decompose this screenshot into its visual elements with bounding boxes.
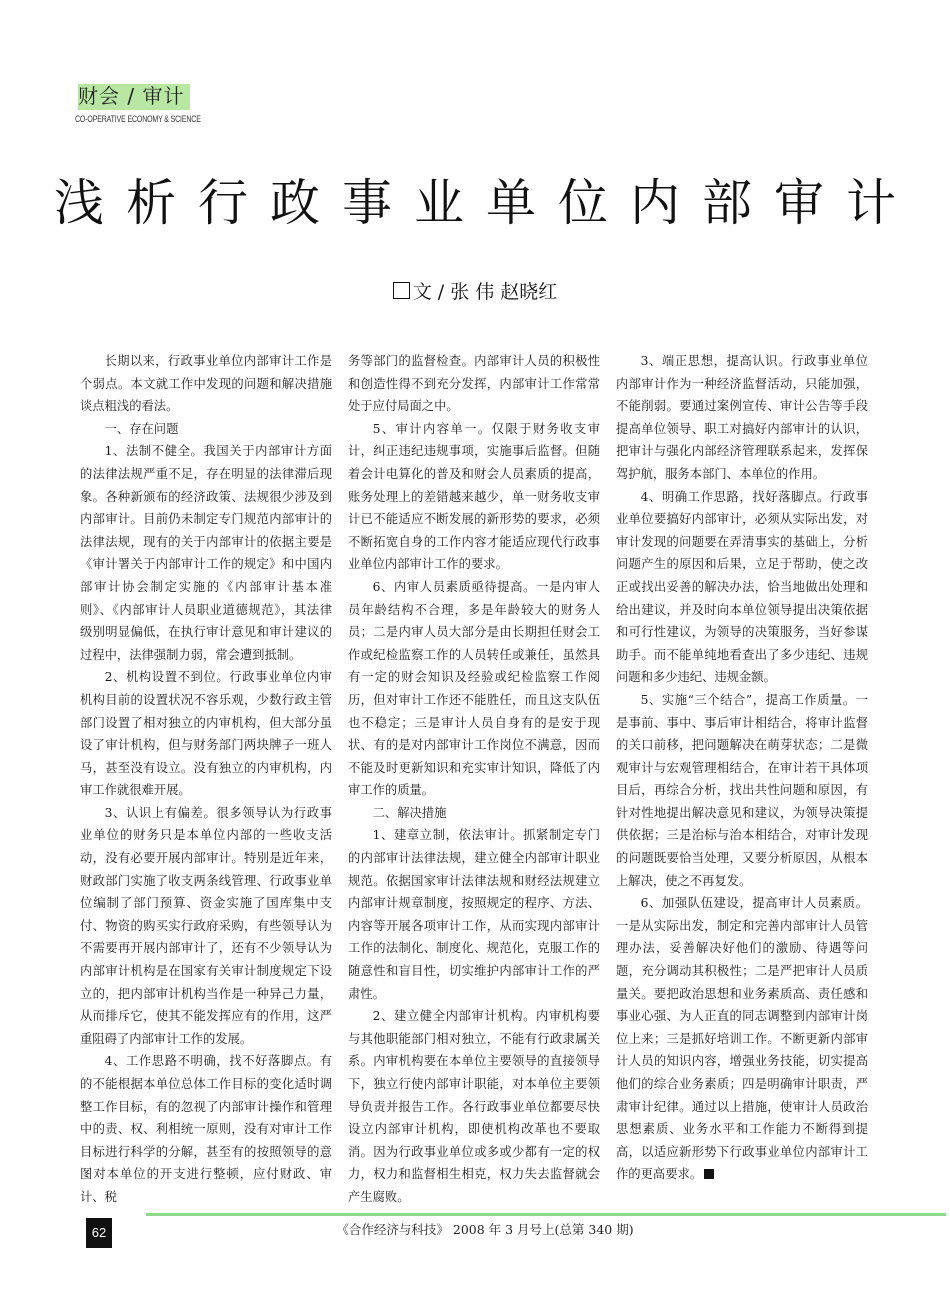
paragraph-text: 6、加强队伍建设，提高审计人员素质。一是从实际出发，制定和完善内部审计人员管理办法，妥善解决好他们的激励、待遇等问题，充分调动其积极性；二是严把审计人员质量关。要把政治思想和业务素质高、责任感和事业心强、为人正直的同志调整到内部审计岗位上来；三是抓好培训工作。不断更新内部审计人员的知识内容，增强业务技能，切实提高他们的综合业务素质；四是明确审计职责，严肃审计纪律。通过以上措施，使审计人员政治思想素质、业务水平和工作能力不断得到提高，以适应新形势下行政事业单位内部审计工作的更高要求。 [616,896,868,1182]
journal-citation: 《合作经济与科技》 2008 年 3 月号上(总第 340 期) [336,1222,634,1237]
paragraph: 1、建章立制，依法审计。抓紧制定专门的内部审计法律法规，建立健全内部审计职业规范。依据国家审计法律法规和财经法规建立内部审计规章制度，按照规定的程序、方法、内容等开展各项审计工作，从而实现内部审计工作的法制化、制度化、规范化，克服工作的随意性和盲目性，切实维护内部审计工作的严肃性。 [348,828,600,1001]
column-2 [348,350,600,1209]
column-3 [616,350,868,1209]
column-1 [80,350,332,1209]
article-body [80,350,868,1209]
paragraph: 3、认识上有偏差。很多领导认为行政事业单位的财务只是本单位内部的一些收支活动，没有必要开展内部审计。特别是近年来，财政部门实施了收支两条线管理、行政事业单位编制了部门预算、资金实施了国库集中支付、物资的购买实行政府采购，有些领导认为不需要再开展内部审计了，还有不少领导认为内部审计机构是在国家有关审计制度规定下设立的，把内部审计机构当作是一种异己力量，从而排斥它，使其不能发挥应有的作用，这严重阻碍了内部审计工作的发展。 [80,805,332,1046]
paragraph: 2、建立健全内部审计机构。内审机构要与其他职能部门相对独立，不能有行政隶属关系。内审机构要在本单位主要领导的直接领导下，独立行使内部审计职能，对本单位主要领导负责并报告工作。各行政事业单位都要尽快设立内部审计机构，即使机构改革也不要取消。因为行政事业单位或多或少都有一定的权力，权力和监督相生相克，权力失去监督就会产生腐败。 [348,1009,600,1204]
paragraph: 2、机构设置不到位。行政事业单位内审机构目前的设置状况不容乐观，少数行政主管部门设置了相对独立的内审机构，但大部分虽设了审计机构，但与财务部门两块牌子一班人马，甚至没有设立。没有独立的内审机构，内审工作就很难开展。 [80,670,332,798]
paragraph: 5、实施“三个结合”，提高工作质量。一是事前、事中、事后审计相结合，将审计监督的关口前移，把问题解决在萌芽状态；二是微观审计与宏观管理相结合，在审计若干具体项目后，再综合分析，找出共性问题和原因，有针对性地提出解决意见和建议，为领导决策提供依据；三是治标与治本相结合，对审计发现的问题既要恰当处理，又要分析原因，从根本上解决，使之不再复发。 [616,692,868,888]
paragraph [616,892,868,1186]
byline-box-icon [393,282,410,299]
paragraph: 3、端正思想，提高认识。行政事业单位内部审计作为一种经济监督活动，只能加强，不能削弱。要通过案例宣传、审计公告等手段提高单位领导、职工对搞好内部审计的认识，把审计与强化内部经济管理联系起来，发挥保驾护航，服务本部门、本单位的作用。 [616,354,868,481]
paragraph: 务等部门的监督检查。内部审计人员的积极性和创造性得不到充分发挥，内部审计工作常常处于应付局面之中。 [348,354,600,414]
section-heading: 一、存在问题 [104,421,179,436]
journal-english-name: CO-OPERATIVE ECONOMY & SCIENCE [75,114,201,124]
paragraph: 长期以来，行政事业单位内部审计工作是个弱点。本文就工作中发现的问题和解决措施谈点粗浅的看法。 [80,354,332,414]
section-tag-text: 财会 / 审计 [78,84,185,108]
byline [0,279,950,305]
section-heading: 二、解决措施 [372,805,447,820]
page-number: 62 [86,1218,112,1248]
paragraph: 5、审计内容单一。仅限于财务收支审计，纠正违纪违规事项，实施事后监督。但随着会计电算化的普及和财会人员素质的提高，账务处理上的差错越来越少，单一财务收支审计已不能适应不断发展的新形势的要求，必须不断拓宽自身的工作内容才能适应现代行政事业单位内部审计工作的要求。 [348,421,600,572]
paragraph: 4、工作思路不明确，找不好落脚点。有的不能根据本单位总体工作目标的变化适时调整工作目标，有的忽视了内部审计操作和管理中的责、权、利相统一原则，没有对审计工作目标进行科学的分解，甚至有的按照领导的意图对本单位的开支进行整顿，应付财政、审计、税 [80,1054,332,1204]
byline-text: 文 / 张 伟 赵晓红 [412,281,558,303]
paragraph: 1、法制不健全。我国关于内部审计方面的法律法规严重不足，存在明显的法律滞后现象。各种新颁布的经济政策、法规很少涉及到内部审计。目前仍未制定专门规范内部审计的法律法规，现有的关于内部审计的依据主要是《审计署关于内部审计工作的规定》和中国内部审计协会制定实施的《内部审计基本准则》、《内部审计人员职业道德规范》，其法律级别明显偏低，在执行审计意见和审计建议的过程中，法律强制力弱，常会遭到抵制。 [80,444,332,662]
footer-rule [146,1213,946,1216]
paragraph: 4、明确工作思路，找好落脚点。行政事业单位要搞好内部审计，必须从实际出发，对审计发现的问题要在弄清事实的基础上，分析问题产生的原因和后果，立足于帮助，使之改正或找出妥善的解决办法，恰当地做出处理和给出建议，并及时向本单位领导提出决策依据和可行性建议，为领导的决策服务，当好参谋助手。而不能单纯地看查出了多少违纪、违规问题和多少违纪、违规金额。 [616,489,868,685]
section-tag [78,82,184,110]
article-title: 浅析行政事业单位内部审计 [54,174,918,232]
end-mark-icon [704,1169,714,1179]
paragraph: 6、内审人员素质亟待提高。一是内审人员年龄结构不合理，多是年龄较大的财务人员；二是内审人员大部分是由长期担任财会工作或纪检监察工作的人员转任或兼任，虽然具有一定的财会知识及经验或纪检监察工作阅历，但对审计工作还不能胜任，而且这支队伍也不稳定；三是审计人员自身有的是安于现状、有的是对内部审计工作岗位不满意，因而不能及时更新知识和充实审计知识，降低了内审工作的质量。 [348,579,600,798]
